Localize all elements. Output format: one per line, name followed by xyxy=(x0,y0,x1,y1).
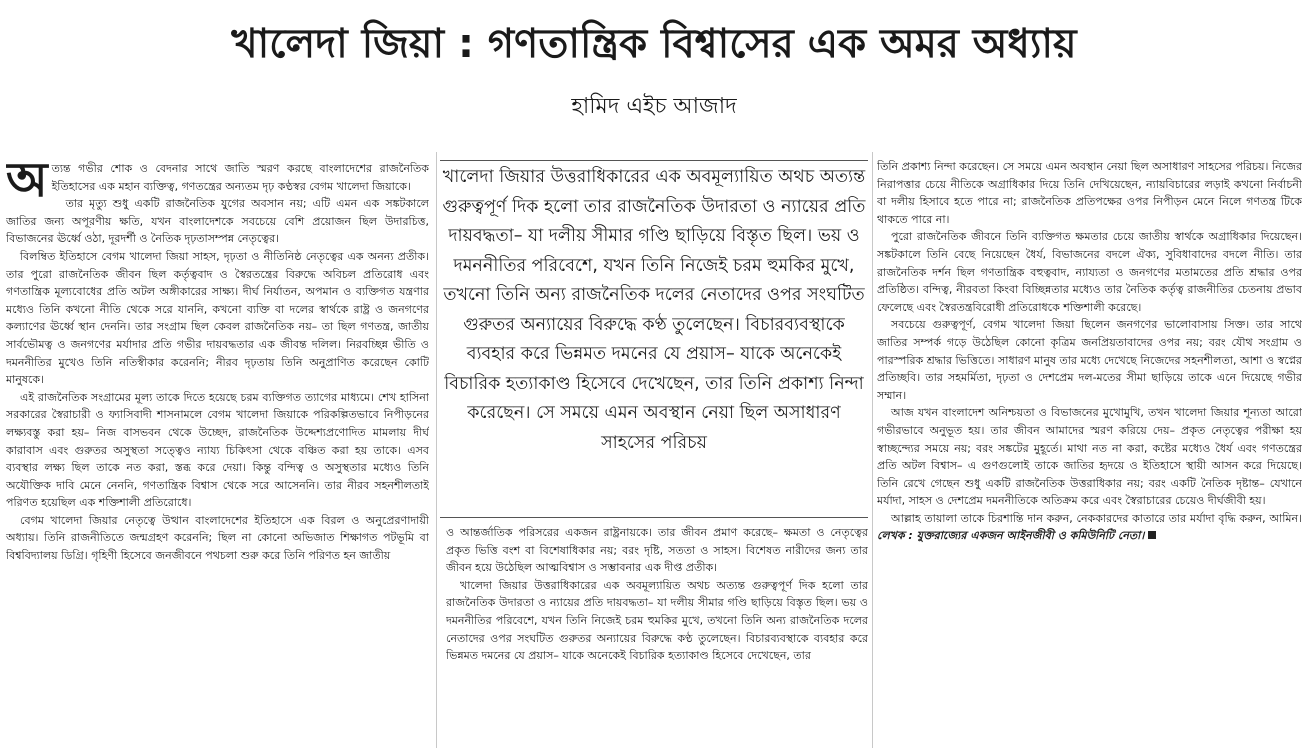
paragraph: বিলম্বিত ইতিহাসে বেগম খালেদা জিয়া সাহস, দৃঢ়তা ও নীতিনিষ্ঠ নেতৃত্বের এক অনন্য প্রতীক। তার পুরো রাজনৈতিক জীবন ছিল কর্তৃত্ববাদ ও স্বৈরতন্ত্রের বিরুদ্ধে অবিচল প্রতিরোধ এবং গণতান্ত্রিক মূল্যবোধের প্রতি অটল অঙ্গীকারের সাক্ষ্য। দীর্ঘ নির্যাতন, অপমান ও ব্যক্তিগত যন্ত্রণার মধ্যেও তিনি কখনো নীতি থেকে সরে যাননি, কখনো ব্যক্তি বা দলের স্বার্থকে রাষ্ট্র ও জনগণের কল্যাণের ঊর্ধ্বে স্থান দেননি। তার সংগ্রাম ছিল কেবল রাজনৈতিক নয়– তা ছিল গণতন্ত্র, জাতীয় সার্বভৌমত্ব ও জনগণের মর্যাদার প্রতি গভীর দায়বদ্ধতার এক জীবন্ত দলিল। নিরবচ্ছিন্ন ভীতি ও দমননীতির মুখেও তিনি নতিস্বীকার করেননি; নীরব দৃঢ়তায় তিনি অনুপ্রাণিত করেছেন কোটি মানুষকে। xyxy=(6,249,429,387)
drop-cap: অ xyxy=(6,160,48,208)
author-byline: হামিদ এইচ আজাদ xyxy=(571,94,737,119)
paragraph: এই রাজনৈতিক সংগ্রামের মূল্য তাকে দিতে হয়েছে চরম ব্যক্তিগত ত্যাগের মাধ্যমে। শেখ হাসিনা সরকারের স্বৈরাচারী ও ফ্যাসিবাদী শাসনামলে বেগম খালেদা জিয়াকে পরিকল্পিতভাবে নিপীড়নের লক্ষ্যবস্তু করা হয়– নিজ বাসভবন থেকে উচ্ছেদ, রাজনৈতিক উদ্দেশ্যপ্রণোদিত মামলায় দীর্ঘ কারাবাস এবং গুরুতর অসুস্থতা সত্ত্বেও ন্যায্য চিকিৎসা থেকে বঞ্চিত করা হয় তাকে। এসব ব্যবস্থার লক্ষ্য ছিল তাকে নত করা, স্তব্ধ করে দেয়া। কিন্তু বন্দিত্ব ও অসুস্থতার মধ্যেও তিনি অযৌক্তিক দাবি মেনে নেননি, গণতান্ত্রিক বিশ্বাস থেকে সরে আসেননি। তার নীরব সহনশীলতাই পরিণত হয়েছিল এক শক্তিশালী প্রতিরোধে। xyxy=(6,390,429,510)
paragraph: ত্যন্ত গভীর শোক ও বেদনার সাথে জাতি স্মরণ করছে বাংলাদেশের রাজনৈতিক ইতিহাসের এক মহান ব্যক্তিত্ব, গণতন্ত্রের অন্যতম দৃঢ় কণ্ঠস্বর বেগম খালেদা জিয়াকে। xyxy=(51,162,429,193)
paragraph: পুরো রাজনৈতিক জীবনে তিনি ব্যক্তিগত ক্ষমতার চেয়ে জাতীয় স্বার্থকে অগ্রাধিকার দিয়েছেন। সঙ্কটকালে তিনি বেছে নিয়েছেন ধৈর্য, বিভাজনের বদলে ঐক্য, সুবিধাবাদের বদলে নীতি। তার রাজনৈতিক দর্শন ছিল গণতান্ত্রিক বহুত্ববাদ, ন্যায্যতা ও জনগণের মতামতের প্রতি শ্রদ্ধার ওপর প্রতিষ্ঠিত। বন্দিত্ব, নীরবতা কিংবা বিচ্ছিন্নতার মধ্যেও তার নৈতিক কর্তৃত্ব রাজনীতির চেতনায় প্রভাব ফেলেছে এবং স্বৈরতন্ত্রবিরোধী প্রতিরোধকে শক্তিশালী করেছে। xyxy=(877,230,1302,314)
column-divider xyxy=(872,152,873,748)
paragraph: তিনি প্রকাশ্য নিন্দা করেছেন। সে সময়ে এমন অবস্থান নেয়া ছিল অসাধারণ সাহসের পরিচয়। নিজের নিরাপত্তার চেয়ে নীতিকে অগ্রাধিকার দিয়ে তিনি দেখিয়েছেন, ন্যায়বিচারের লড়াই কখনো নির্বাচনী বা দলীয় হিসাবে হতে পারে না; রাজনৈতিক প্রতিপক্ষের ওপর নিপীড়ন মেনে নিলে গণতন্ত্র টিকে থাকতে পারে না। xyxy=(877,160,1302,226)
column-divider xyxy=(436,152,437,748)
author-credit: লেখক : যুক্তরাজ্যের একজন আইনজীবী ও কমিউনিটি নেতা। xyxy=(877,529,1145,543)
paragraph: বেগম খালেদা জিয়ার নেতৃত্বে উত্থান বাংলাদেশের ইতিহাসে এক বিরল ও অনুপ্রেরণাদায়ী অধ্যায়। তিনি রাজনীতিতে জন্মগ্রহণ করেননি; ছিল না কোনো অভিজাত শিক্ষাগত পটভূমি বা বিশ্ববিদ্যালয় ডিগ্রি। গৃহিণী হিসেবে জনজীবনে পথচলা শুরু করে তিনি পরিণত হন জাতীয় xyxy=(6,513,429,563)
article-column-3 xyxy=(877,158,1302,744)
headline: খালেদা জিয়া : গণতান্ত্রিক বিশ্বাসের এক অমর অধ্যায় xyxy=(231,21,1077,67)
pull-quote: খালেদা জিয়ার উত্তরাধিকারের এক অবমূল্যায়িত অথচ অত্যন্ত গুরুত্বপূর্ণ দিক হলো তার রাজনৈতিক উদারতা ও ন্যায়ের প্রতি দায়বদ্ধতা– যা দলীয় সীমার গণ্ডি ছাড়িয়ে বিস্তৃত ছিল। ভয় ও দমননীতির পরিবেশে, যখন তিনি নিজেই চরম হুমকির মুখে, তখনো তিনি অন্য রাজনৈতিক দলের নেতাদের ওপর সংঘটিত গুরুতর অন্যায়ের বিরুদ্ধে কণ্ঠ তুলেছেন। বিচারব্যবস্থাকে ব্যবহার করে ভিন্নমত দমনের যে প্রয়াস– যাকে অনেকেই বিচারিক হত্যাকাণ্ড হিসেবে দেখেছেন, তার তিনি প্রকাশ্য নিন্দা করেছেন। সে সময়ে এমন অবস্থান নেয়া ছিল অসাধারণ সাহসের পরিচয় xyxy=(440,160,868,518)
article-column-1 xyxy=(6,160,429,746)
paragraph: ও আন্তর্জাতিক পরিসরের একজন রাষ্ট্রনায়কে। তার জীবন প্রমাণ করেছে– ক্ষমতা ও নেতৃত্বের প্রকৃত ভিত্তি বংশ বা বিশেষাধিকার নয়; বরং দৃষ্টি, সততা ও সাহস। বিশেষত নারীদের জন্য তার জীবন হয়ে উঠেছিল আত্মবিশ্বাস ও সম্ভাবনার এক দীপ্ত প্রতীক। xyxy=(446,526,868,575)
paragraph: তার মৃত্যু শুধু একটি রাজনৈতিক যুগের অবসান নয়; এটি এমন এক সঙ্কটকালে জাতির জন্য অপূরণীয় ক্ষতি, যখন বাংলাদেশকে সবচেয়ে বেশি প্রয়োজন ছিল উদারচিত্ত, বিভাজনের ঊর্ধ্বে ওঠা, দূরদর্শী ও নৈতিক দৃঢ়তাসম্পন্ন নেতৃত্বের। xyxy=(6,197,429,246)
paragraph: খালেদা জিয়ার উত্তরাধিকারের এক অবমূল্যায়িত অথচ অত্যন্ত গুরুত্বপূর্ণ দিক হলো তার রাজনৈতিক উদারতা ও ন্যায়ের প্রতি দায়বদ্ধতা– যা দলীয় সীমার গণ্ডি ছাড়িয়ে বিস্তৃত ছিল। ভয় ও দমননীতির পরিবেশে, যখন তিনি নিজেই চরম হুমকির মুখে, তখনো তিনি অন্য রাজনৈতিক দলের নেতাদের ওপর সংঘটিত গুরুতর অন্যায়ের বিরুদ্ধে কণ্ঠ তুলেছেন। বিচারব্যবস্থাকে ব্যবহার করে ভিন্নমত দমনের যে প্রয়াস– যাকে অনেকেই বিচারিক হত্যাকাণ্ড হিসেবে দেখেছেন, তার xyxy=(446,578,868,663)
article-column-2 xyxy=(446,524,868,746)
closing-paragraph xyxy=(877,510,1302,545)
paragraph: সবচেয়ে গুরুত্বপূর্ণ, বেগম খালেদা জিয়া ছিলেন জনগণের ভালোবাসায় সিক্ত। তার সাথে জাতির সম্পর্ক গড়ে উঠেছিল কোনো কৃত্রিম জনপ্রিয়তাবাদের ওপর নয়; বরং যৌথ সংগ্রাম ও পারস্পরিক শ্রদ্ধার ভিত্তিতে। সাধারণ মানুষ তার মধ্যে দেখেছে নিজেদের সহনশীলতা, আশা ও স্বপ্নের প্রতিচ্ছবি। তার সহমর্মিতা, দৃঢ়তা ও দেশপ্রেম দল-মতের সীমা ছাড়িয়ে তাকে এনে দিয়েছে গভীর সম্মান। xyxy=(877,318,1302,402)
paragraph: আজ যখন বাংলাদেশ অনিশ্চয়তা ও বিভাজনের মুখোমুখি, তখন খালেদা জিয়ার শূন্যতা আরো গভীরভাবে অনুভূত হয়। তার জীবন আমাদের স্মরণ করিয়ে দেয়– প্রকৃত নেতৃত্বের পরীক্ষা হয় স্বাচ্ছন্দ্যের সময়ে নয়; বরং সঙ্কটের মুহূর্তে। মাথা নত না করা, কষ্টের মধ্যেও ধৈর্য এবং গণতন্ত্রের প্রতি অটল বিশ্বাস– এ গুণগুলোই তাকে জাতির হৃদয়ে ও ইতিহাসে স্থায়ী আসন করে দিয়েছে। তিনি রেখে গেছেন শুধু একটি রাজনৈতিক উত্তরাধিকার নয়; বরং একটি নৈতিক দৃষ্টান্ত– যেখানে মর্যাদা, সাহস ও দেশপ্রেম দমননীতিকে অতিক্রম করে এবং স্বৈরাচারের চেয়েও দীর্ঘজীবী হয়। xyxy=(877,406,1302,508)
end-mark xyxy=(1148,531,1156,539)
closing-prayer: আল্লাহ তায়ালা তাকে চিরশান্তি দান করুন, নেককারদের কাতারে তার মর্যাদা বৃদ্ধি করুন, আমিন। xyxy=(891,511,1302,525)
